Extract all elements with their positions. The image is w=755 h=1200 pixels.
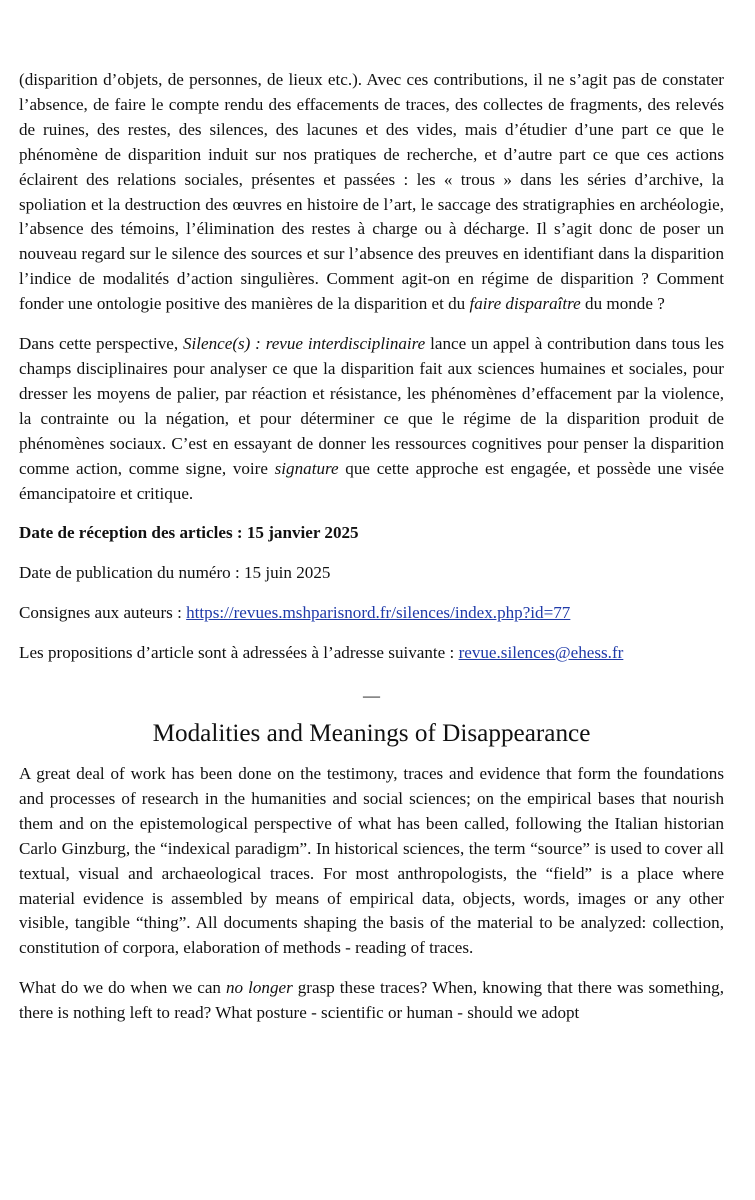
document-page (19, 68, 724, 1026)
guidelines-line (19, 601, 724, 626)
text-run: grasp these traces? When, knowing that there was something, there is nothing left to read? What posture - scientific or human - should we adopt (19, 978, 725, 1023)
english-section-title: Modalities and Meanings of Disappearance (152, 720, 591, 748)
english-paragraph-1: A great deal of work has been done on the testimony, traces and evidence that form the foundations and processes of research in the humanities and social sciences; on the empirical bases that nourish them and on the epistemological perspective of what has been called, following the Italian historian Carlo Ginzburg, the “indexical paradigm”. In historical sciences, the term “source” is used to cover all textual, visual and archaeological traces. For most anthropologists, the “field” is a place where material evidence is assembled by means of empirical data, objects, words, images or any other visible, tangible “thing”. All documents shaping the basis of the material to be analyzed: collection, constitution of corpora, elaboration of methods - reading of traces. (19, 764, 724, 958)
italic-phrase: faire disparaître (469, 294, 581, 314)
text-run: du monde ? (580, 294, 665, 314)
submission-label: Les propositions d’article sont à adressées à l’adresse suivante : (19, 643, 459, 663)
italic-word: signature (274, 458, 339, 478)
submission-line (19, 641, 724, 666)
journal-title: Silence(s) : revue interdisciplinaire (182, 334, 426, 354)
deadline-line: Date de réception des articles : 15 janvier 2025 (19, 523, 359, 543)
email-link[interactable]: revue.silences@ehess.fr (458, 643, 624, 663)
text-run: lance un appel à contribution dans tous les champs disciplinaires pour analyser ce que la disparition fait aux sciences humaines et sociales, pour dresser les moyens de palier, par réaction et résistance, les phénomènes d’effacement par la violence, la contrainte ou la négation, et pour déterminer ce que le régime de la disparition produit de phénomènes sociaux. C’est en essayant de donner les ressources cognitives pour penser la disparition comme action, comme signe, voire (19, 334, 724, 478)
text-run: que cette approche est engagée, et possède une visée émancipatoire et critique. (19, 458, 724, 503)
guidelines-label: Consignes aux auteurs : (19, 603, 187, 623)
french-paragraph-2 (19, 332, 724, 506)
french-paragraph-1 (19, 68, 724, 317)
text-run: What do we do when we can (19, 978, 226, 998)
english-paragraph-2 (19, 976, 724, 1026)
italic-phrase: no longer (225, 978, 293, 998)
section-separator: — (363, 686, 380, 706)
publication-date-line: Date de publication du numéro : 15 juin 2025 (19, 563, 331, 583)
text-run: Dans cette perspective, (19, 334, 183, 354)
text-run: (disparition d’objets, de personnes, de lieux etc.). Avec ces contributions, il ne s’agit pas de constater l’absence, de faire le compte rendu des effacements de traces, des collectes de fragments, des relevés de ruines, des restes, des silences, des lacunes et des vides, mais d’étudier d’une part ce que le phénomène de disparition induit sur nos pratiques de recherche, et d’autre part ce que ces actions éclairent des relations sociales, présentes et passées : les « trous » dans les séries d’archive, la spoliation et la destruction des œuvres en histoire de l’art, le saccage des stratigraphies en archéologie, l’absence des témoins, l’élimination des restes à charge ou à décharge. Il s’agit donc de poser un nouveau regard sur le silence des sources et sur l’absence des preuves en identifiant dans la disparition l’indice de modalités d’action singulières. Comment agit-on en régime de disparition ? Comment fonder une ontologie positive des manières de la disparition et du (19, 70, 724, 314)
guidelines-link[interactable]: https://revues.mshparisnord.fr/silences/index.php?id=77 (186, 603, 571, 623)
